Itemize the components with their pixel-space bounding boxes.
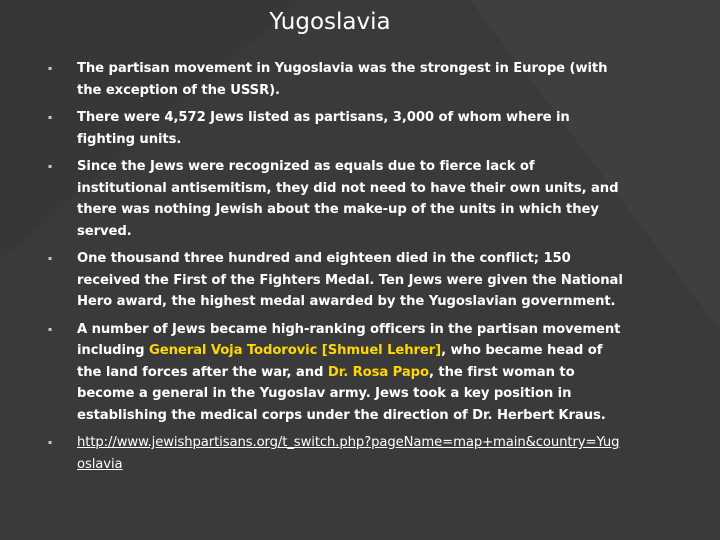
bullet-text-part: A number of Jews became high-ranking officers in the partisan movement including bbox=[77, 321, 621, 358]
bullet-icon: ▪ bbox=[48, 325, 52, 333]
bullet-list bbox=[48, 58, 623, 481]
bullet-icon: ▪ bbox=[48, 163, 52, 170]
bullet-item bbox=[48, 432, 623, 475]
bullet-item bbox=[48, 107, 623, 150]
bullet-text-part: , who became head of the land forces after the war, and bbox=[77, 343, 603, 380]
bullet-item bbox=[48, 319, 623, 427]
bullet-icon: ▪ bbox=[48, 65, 52, 72]
bullet-icon: ▪ bbox=[48, 439, 52, 446]
bullet-icon: ▪ bbox=[48, 114, 52, 121]
page-title: Yugoslavia bbox=[269, 9, 391, 35]
source-link[interactable]: http://www.jewishpartisans.org/t_switch.php?pageName=map+main&country=Yugoslavia bbox=[77, 435, 620, 472]
bullet-text: There were 4,572 Jews listed as partisans, 3,000 of whom where in fighting units. bbox=[77, 110, 570, 147]
bullet-text: One thousand three hundred and eighteen died in the conflict; 150 received the First of the Fighters Medal. Ten Jews were given the National Hero award, the highest medal awarded by the Yugoslavian government. bbox=[77, 251, 623, 309]
bullet-icon: ▪ bbox=[48, 255, 52, 262]
bullet-text-part: , the first woman to become a general in the Yugoslav army. Jews took a key position in establishing the medical corps under the direction of Dr. Herbert Kraus. bbox=[77, 364, 606, 423]
highlight-name-papo: Dr. Rosa Papo bbox=[327, 364, 429, 380]
bullet-item bbox=[48, 156, 623, 242]
bullet-item bbox=[48, 58, 623, 101]
bullet-text: Since the Jews were recognized as equals due to fierce lack of institutional antisemitism, they did not need to have their own units, and there was nothing Jewish about the make-up of the units in which they served. bbox=[77, 159, 619, 239]
highlight-name-todorovic: General Voja Todorovic [Shmuel Lehrer] bbox=[149, 343, 442, 358]
bullet-item bbox=[48, 248, 623, 313]
bullet-text: The partisan movement in Yugoslavia was the strongest in Europe (with the exception of the USSR). bbox=[77, 61, 608, 98]
